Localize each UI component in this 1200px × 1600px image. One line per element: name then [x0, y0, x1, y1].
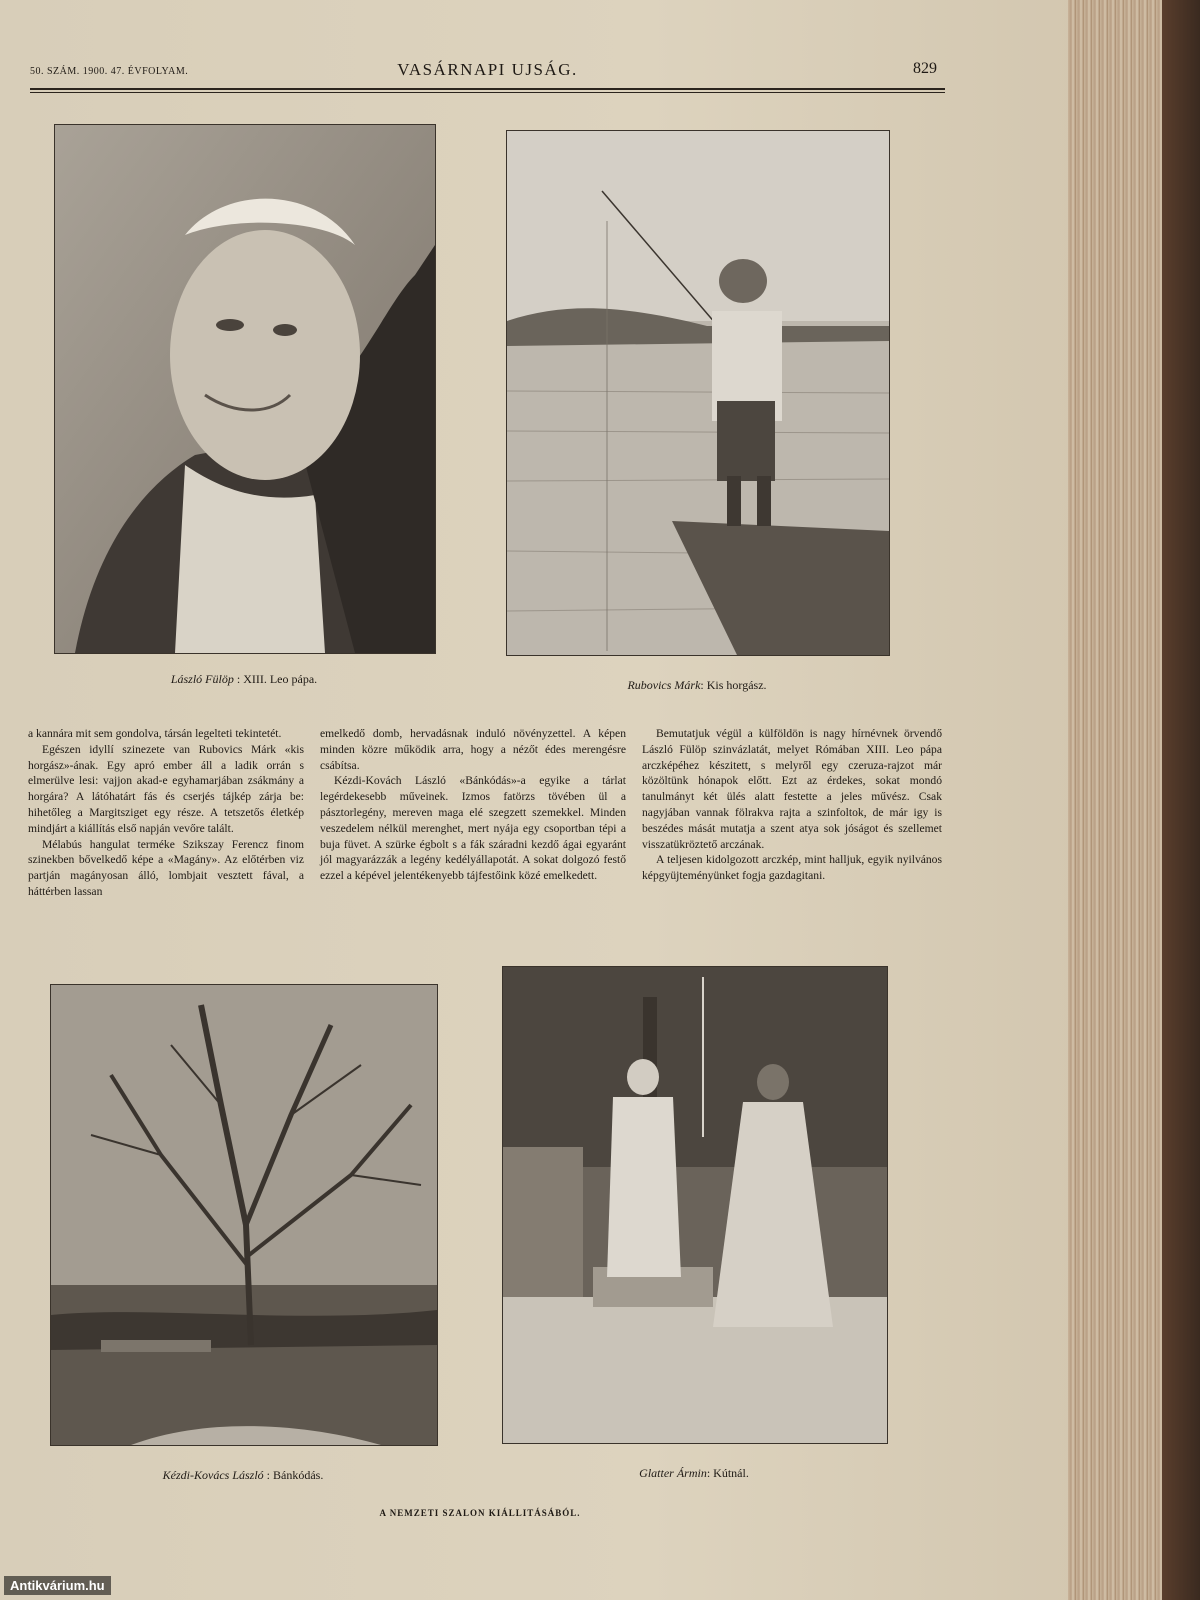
book-spine	[1162, 0, 1200, 1600]
caption-well	[502, 1466, 886, 1481]
illustration-well-scene	[502, 966, 888, 1444]
caption-separator: :	[706, 1466, 714, 1480]
caption-separator: :	[263, 1468, 274, 1482]
text-column-2	[320, 726, 626, 884]
paragraph: Egészen idyllí szinezete van Rubovics Márk «kis horgász»-ának. Egy apró ember áll a ladik orrán s elmerülve lesi: vajjon akad-e egyhamarjában zsákmány a horgára? A látóhatárt fás és cserjés tájkép zárja be: hihetőleg a Margitsziget egy része. A tetszetős életkép mindjárt a kiállítás első napján vevőre talált.	[28, 742, 304, 835]
issue-info: 50. SZÁM. 1900. 47. ÉVFOLYAM.	[30, 66, 189, 77]
caption-pope	[54, 672, 434, 687]
watermark-logo: Antikvárium.hu	[4, 1576, 111, 1595]
paragraph: emelkedő domb, hervadásnak induló növényzettel. A képen minden közre működik arra, hogy a nézőt édes merengésre csábítsa.	[320, 727, 626, 772]
caption-artist: Kézdi-Kovács László	[162, 1468, 264, 1482]
caption-fisher	[506, 678, 888, 693]
paragraph: A teljesen kidolgozott arczkép, mint halljuk, egyik nyilvános képgyüjteményünket fogja gazdagitani.	[642, 853, 942, 883]
paragraph: Mélabús hangulat terméke Szikszay Ferencz finom szinekben bővelkedő képe a «Magány». Az előtérben viz partján magányosan álló, lombjait vesztett fával, a háttérben lassan	[28, 837, 304, 898]
caption-work: XIII. Leo pápa.	[243, 672, 318, 686]
paragraph: Bemutatjuk végül a külföldön is nagy hírnévnek örvendő László Fülöp szinvázlatát, melyet Rómában XIII. Leo pápa arczképéhez készitett, s melyről egy czeruza-rajzot már közöltünk hónapok előtt. Ezt az érdekes, sokat mondó tanulmányt két ülés alatt festette a jeles művész. Csak nagyjában vannak fölrakva rajta a szinfoltok, de már igy is beszédes mását mutatja a szent atya sok jóságot és szellemet visszatükröztető arczának.	[642, 727, 942, 851]
header-rule	[30, 92, 945, 93]
paragraph: Kézdi-Kovách László «Bánkódás»-a egyike a tárlat legérdekesebb műveinek. Izmos fatörzs tövében ül a pásztorlegény, mereven maga elé szegzett szemekkel. Minden veszedelem nélkül merenghet, mert nyája egy csoportban tépi a buja füvet. A szürke égbolt s a fák száradni kezdő ágai egyaránt jól magyarázzák a legény kedélyállapotát. A sokat dolgozó festő ezzel a képével jelentékenyebb tájfestőink közé emelkedett.	[320, 774, 626, 883]
caption-separator: :	[700, 678, 707, 692]
caption-artist: László Fülöp	[170, 672, 234, 686]
text-column-1	[28, 726, 304, 900]
caption-artist: Rubovics Márk	[627, 678, 701, 692]
caption-work: Bánkódás.	[273, 1468, 324, 1482]
illustration-fisher-boy	[506, 130, 890, 656]
caption-work: Kis horgász.	[706, 678, 767, 692]
caption-artist: Glatter Ármin	[639, 1466, 707, 1480]
illustration-pope-portrait	[54, 124, 436, 654]
illustration-bare-tree	[50, 984, 438, 1446]
caption-work: Kútnál.	[713, 1466, 749, 1480]
newspaper-title: VASÁRNAPI UJSÁG.	[397, 60, 578, 79]
caption-tree	[50, 1468, 436, 1483]
text-column-3	[642, 726, 942, 884]
page-number: 829	[913, 60, 937, 77]
caption-separator: :	[233, 672, 244, 686]
paragraph: a kannára mit sem gondolva, társán legelteti tekintetét.	[28, 727, 282, 740]
section-footer: A NEMZETI SZALON KIÁLLITÁSÁBÓL.	[379, 1508, 581, 1518]
page-header	[30, 58, 945, 90]
